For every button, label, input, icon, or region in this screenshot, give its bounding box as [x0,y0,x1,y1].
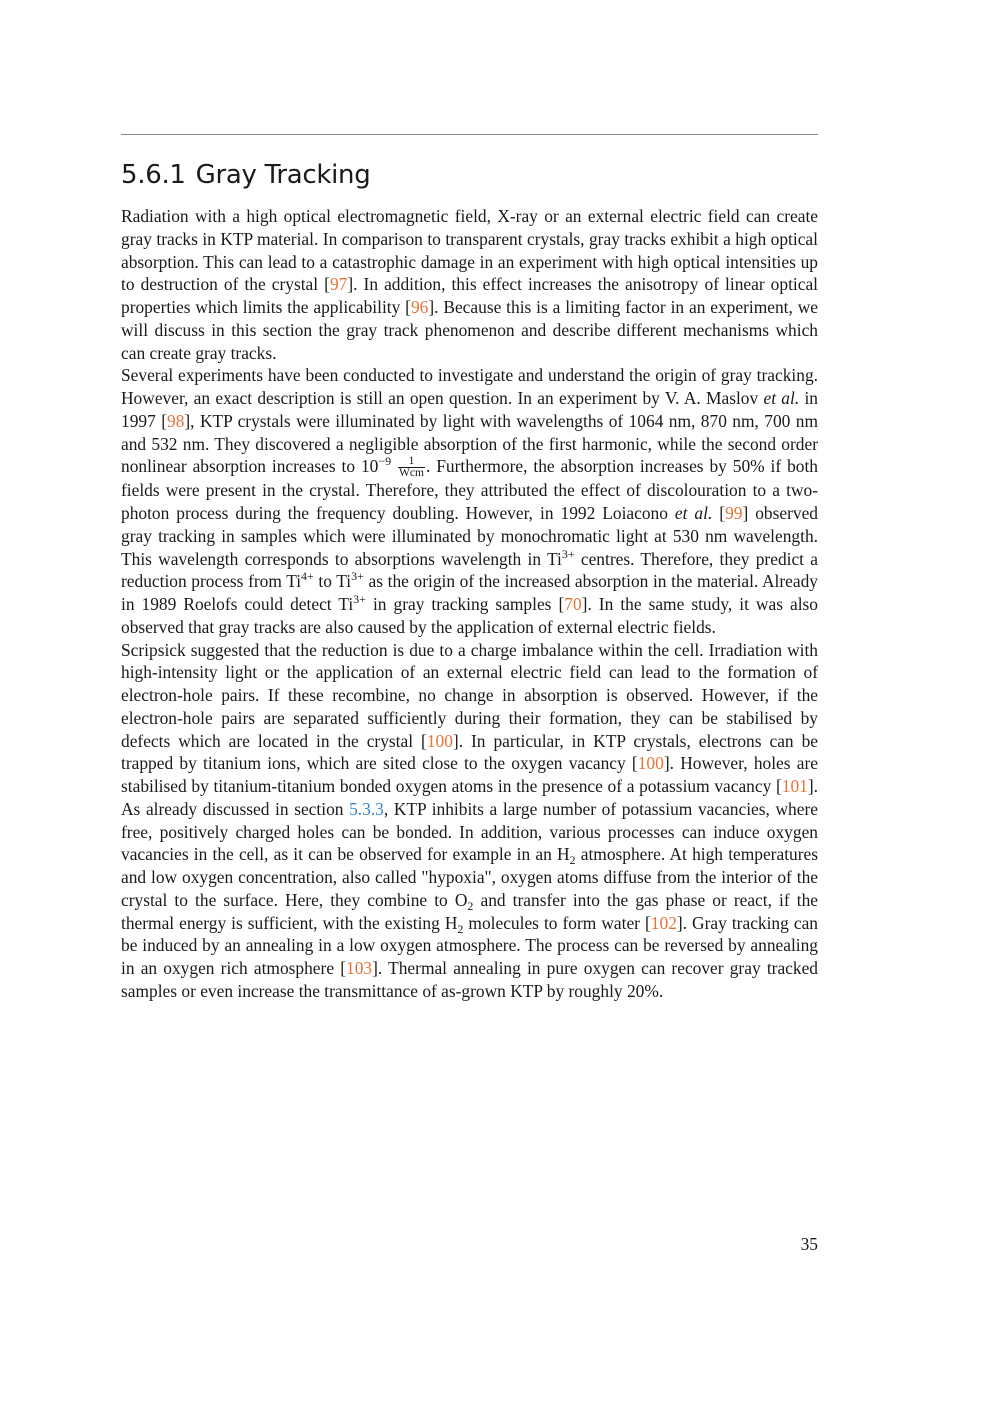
citation-link[interactable]: 100 [426,730,453,751]
exponent: −9 [378,454,392,469]
section-title: Gray Tracking [195,160,371,190]
paragraph-1 [121,205,818,364]
fraction-denominator: Wcm [399,467,424,480]
citation-link[interactable]: 102 [650,912,677,933]
text-run: ]. In the same study, it was also observed that gray tracks are also caused by the application of external electric fields. [121,594,818,637]
citation-link[interactable]: 99 [725,503,743,524]
subscript: 2 [467,898,474,913]
text-run: and transfer into the gas phase or react, if the thermal energy is sufficient, with the existing H [121,889,818,933]
text-run: ] observed gray tracking in samples which were illuminated by monochromatic light at 530 nm wavelength. This wavelength corresponds to absorptions wavelength in Ti [121,503,818,569]
paragraph-3 [121,639,818,1003]
unit-fraction [398,456,425,479]
citation-link[interactable]: 100 [637,753,664,774]
text-run: , KTP inhibits a large number of potassium vacancies, where free, positively charged holes can be bonded. In addition, various processes can induce oxygen vacancies in the cell, as it can be observed for example in an H [121,798,818,865]
page-number: 35 [800,1234,818,1254]
text-run: as the origin of the increased absorption in the material. Already in 1989 Roelofs could detect Ti [121,571,818,615]
citation-link[interactable]: 101 [781,776,808,797]
text-run: ]. In particular, in KTP crystals, electrons can be trapped by titanium ions, which are sited close to the oxygen vacancy [ [121,730,818,774]
text-run: to Ti [313,571,352,592]
fraction-numerator: 1 [398,456,425,468]
citation-link[interactable]: 96 [410,297,429,317]
section-number: 5.6.1 [121,160,186,190]
text-run: in 1997 [ [121,388,818,431]
superscript: 3+ [351,569,364,584]
text-run: ]. Because this is a limiting factor in an experiment, we will discuss in this section the gray track phenomenon and describe different mechanisms which can create gray tracks. [121,297,818,363]
text-run: ]. In addition, this effect increases the anisotropy of linear optical properties which limits the applicability [ [121,274,819,317]
text-run: ]. Gray tracking can be induced by an annealing in a low oxygen atmosphere. The process can be reversed by annealing in an oxygen rich atmosphere [ [121,912,818,979]
section-body [121,205,818,1003]
text-run: ]. As already discussed in section [121,776,818,819]
citation-link[interactable]: 103 [346,958,373,979]
section-heading [121,160,370,190]
text-run: [ [712,503,726,524]
superscript: 3+ [561,546,575,561]
et-al: et al. [763,388,800,408]
citation-link[interactable]: 97 [329,274,348,295]
text-run: ]. Thermal annealing in pure oxygen can recover gray tracked samples or even increase the transmittance of as-grown KTP by roughly 20%. [121,958,818,1001]
paragraph-2 [121,364,818,638]
citation-link[interactable]: 98 [167,410,185,431]
text-run: molecules to form water [ [463,912,651,933]
text-run: ]. However, holes are stabilised by titanium-titanium bonded oxygen atoms in the presence of a potassium vacancy [ [121,753,818,797]
text-run: in gray tracking samples [ [365,594,565,615]
text-run: ], KTP crystals were illuminated by light with wavelengths of 1064 nm, 870 nm, 700 nm and 532 nm. They discovered a negligible absorption of the first harmonic, while the second order nonlinear absorption increases to 10 [121,410,819,477]
citation-link[interactable]: 70 [564,594,582,615]
text-run: Radiation with a high optical electromagnetic field, X-ray or an external electric field can create gray tracks in KTP material. In comparison to transparent crystals, gray tracks exhibit a high optical absorption. This can lead to a catastrophic damage in an experiment with high optical intensities up to destruction of the crystal [ [121,206,818,295]
text-run: centres. Therefore, they predict a reduction process from Ti [121,548,818,592]
superscript: 4+ [301,569,314,584]
text-run: atmosphere. At high temperatures and low oxygen concentration, also called "hypoxia", oxygen atoms diffuse from the interior of the crystal to the surface. Here, they combine to O [121,844,819,910]
text-run: Several experiments have been conducted to investigate and understand the origin of gray tracking. However, an exact description is still an open question. In an experiment by V. A. Maslov [121,365,818,408]
subscript: 2 [569,853,576,868]
text-run: Scripsick suggested that the reduction is due to a charge imbalance within the cell. Irradiation with high-intensity light or the application of an external electric field can lead to the formation of electron-hole pairs. If these recombine, no change in absorption is observed. However, if the electron-hole pairs are separated sufficiently during their formation, they can be stabilised by defects which are located in the crystal [ [121,639,818,751]
superscript: 3+ [353,592,366,607]
text-run: . Furthermore, the absorption increases by 50% if both fields were present in the crystal. Therefore, they attributed the effect of discolouration to a two-photon process during the frequency doubling. However, in 1992 Loiacono [121,456,818,524]
header-rule [121,134,818,135]
section-cross-reference-link[interactable]: 5.3.3 [349,798,384,819]
subscript: 2 [457,921,464,936]
et-al: et al. [674,503,713,524]
